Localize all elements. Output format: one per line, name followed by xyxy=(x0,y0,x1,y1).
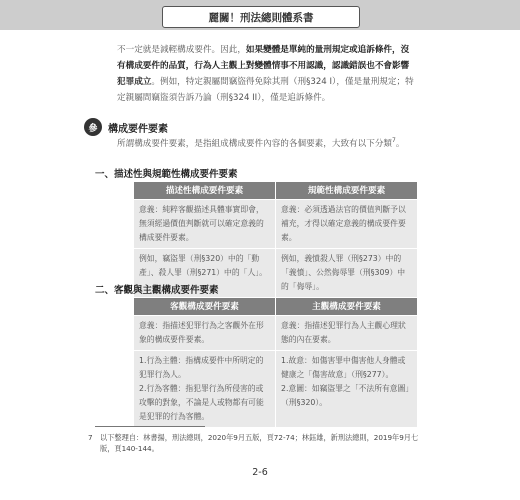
footnote-text: 以下整理自：林書揚，刑法總則，2020年9月五版，頁72-74；林鈺雄，新刑法總則，2019年9月七版，頁140-144。 xyxy=(100,433,419,453)
subsection-1-title: 一、描述性與規範性構成要件要素 xyxy=(95,169,238,180)
section-paragraph xyxy=(117,133,417,152)
footnote-number: 7 xyxy=(88,433,93,442)
table-cell: 意義：必須透過法官的價值判斷予以補充，才得以確定意義的構成要件要素。 xyxy=(276,200,418,249)
footnote xyxy=(88,432,420,454)
section-para-end: 。 xyxy=(395,138,405,149)
objective-subjective-table xyxy=(133,297,418,428)
book-title: 麗關！刑法總則體系書 xyxy=(162,6,360,28)
table-row xyxy=(134,200,418,249)
table-header: 規範性構成要件要素 xyxy=(276,182,418,200)
table-cell-list xyxy=(134,351,276,428)
table-header: 主觀構成要件要素 xyxy=(276,298,418,316)
intro-line1: 不一定就是減輕構成要件。因此， xyxy=(117,45,246,55)
subsection-2-title: 二、客觀與主觀構成要件要素 xyxy=(95,285,219,296)
list-item: 2.行為客體：指犯罪行為所侵害的或攻擊的對象，不論是人或物都有可能是犯罪的行為客體。 xyxy=(139,384,264,421)
table-header-row xyxy=(134,298,418,316)
intro-bold-text: 如果變體是單純的量刑規定或追訴條件，沒有構成要件的品質，行為人主觀上對變體情事不用認識，認識錯誤也不會影響犯罪成立 xyxy=(117,45,410,87)
page-number: 2-6 xyxy=(252,467,268,478)
intro-line2: 。例如，特定親屬間竊盜得免除其刑（刑§324 I），僅是量刑規定；特定親屬間竊盜須告訴乃論（刑§324 II），僅是追訴條件。 xyxy=(117,77,414,103)
table-cell: 意義：指描述犯罪行為人主觀心理狀態的內在要素。 xyxy=(276,316,418,351)
table-header: 描述性構成要件要素 xyxy=(134,182,276,200)
footnote-ref[interactable]: 7 xyxy=(392,137,396,144)
header-bar xyxy=(0,0,520,30)
section-para-text: 所謂構成要件要素，是指組成構成要件內容的各個要素，大致有以下分類 xyxy=(117,138,393,149)
table-cell: 意義：純粹客觀描述具體事實即會，無須經過價值判斷就可以確定意義的構成要件要素。 xyxy=(134,200,276,249)
table-cell: 例如，竊盜罪（刑§320）中的「動產」、殺人罪（刑§271）中的「人」。 xyxy=(134,249,276,298)
table-header-row xyxy=(134,182,418,200)
list-item: 1.故意：如傷害罪中傷害他人身體或健康之「傷害故意」（刑§277）。 xyxy=(281,356,406,379)
table-row xyxy=(134,316,418,351)
section-badge: 參 xyxy=(84,118,102,136)
section-title: 構成要件要素 xyxy=(108,124,168,135)
intro-paragraph xyxy=(117,42,417,106)
table-header: 客觀構成要件要素 xyxy=(134,298,276,316)
table-cell: 例如，義憤殺人罪（刑§273）中的「義憤」、公然侮辱罪（刑§309）中的「侮辱」。 xyxy=(276,249,418,298)
table-cell-list xyxy=(276,351,418,428)
descriptive-normative-table xyxy=(133,181,418,298)
table-cell: 意義：指描述犯罪行為之客觀外在形象的構成要件要素。 xyxy=(134,316,276,351)
table-row xyxy=(134,351,418,428)
list-item: 1.行為主體：指構成要件中所明定的犯罪行為人。 xyxy=(139,356,264,379)
list-item: 2.意圖：如竊盜罪之「不法所有意圖」（刑§320）。 xyxy=(281,384,410,407)
footnote-divider xyxy=(95,426,205,427)
